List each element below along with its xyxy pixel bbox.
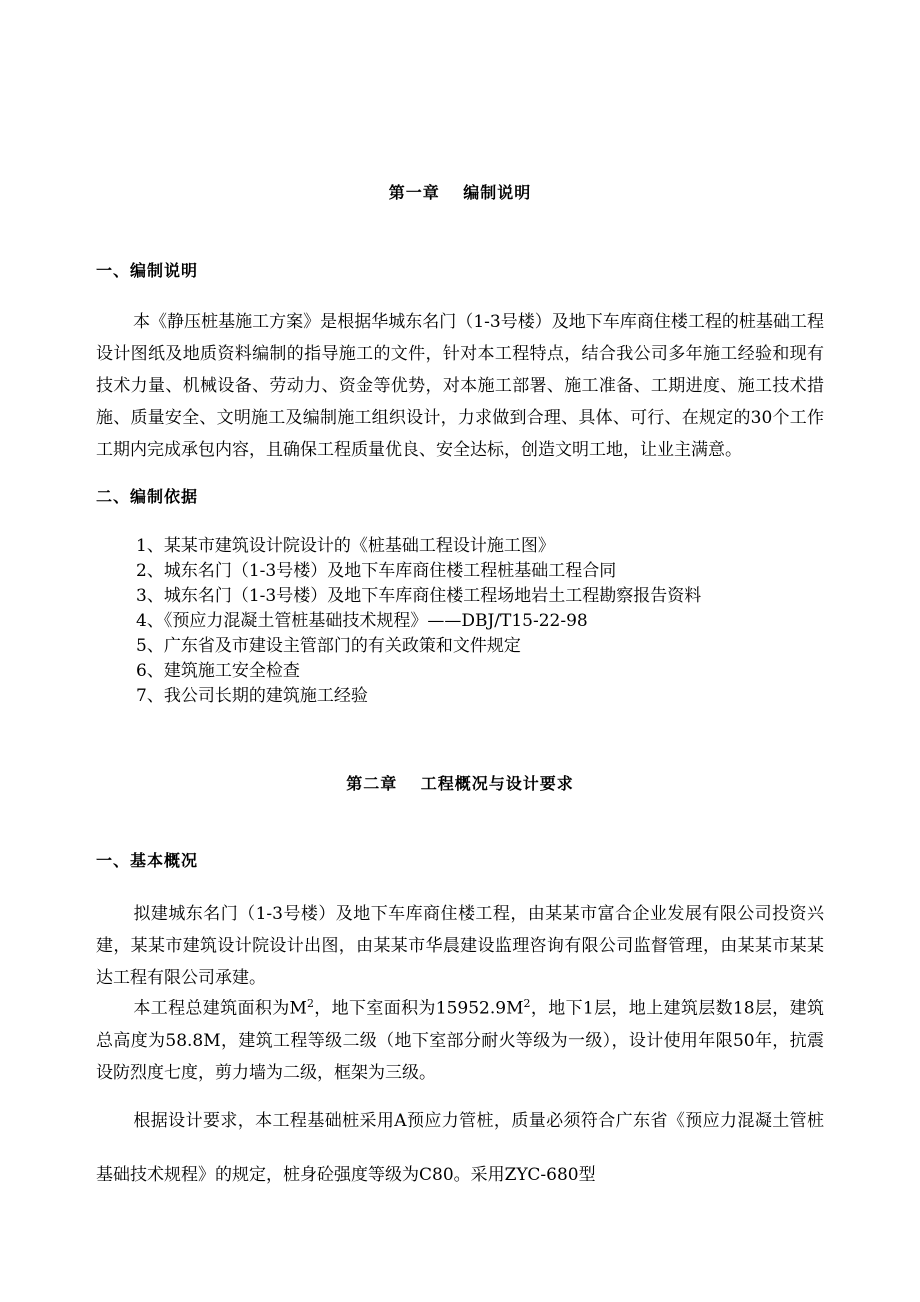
chapter-2-title: 第二章 工程概况与设计要求 [346,774,574,793]
basis-item: 4、《预应力混凝土管桩基础技术规程》——DBJ/T15-22-98 [136,611,588,631]
basis-item: 6、建筑施工安全检查 [136,661,300,681]
compilation-basis-list [136,534,836,709]
basis-item: 3、城东名门（1-3号楼）及地下车库商住楼工程场地岩土工程勘察报告资料 [136,586,702,606]
overview-paragraph-1-text: 拟建城东名门（1-3号楼）及地下车库商住楼工程，由某某市富合企业发展有限公司投资兴建，某某市建筑设计院设计出图，由某某市华晨建设监理咨询有限公司监督管理，由某某市某某达工程有限公司承建。 [96,904,824,988]
overview-paragraph-2 [96,988,824,1089]
compilation-notes-text: 本《静压桩基施工方案》是根据华城东名门（1-3号楼）及地下车库商住楼工程的桩基础工程设计图纸及地质资料编制的指导施工的文件，针对本工程特点，结合我公司多年施工经验和现有技术力量、机械设备、劳动力、资金等优势，对本施工部署、施工准备、工期进度、施工技术措施、质量安全、文明施工及编制施工组织设计，力求做到合理、具体、可行、在规定的30个工作工期内完成承包内容，且确保工程质量优良、安全达标，创造文明工地，让业主满意。 [96,312,824,460]
basis-item: 2、城东名门（1-3号楼）及地下车库商住楼工程桩基础工程合同 [136,561,617,581]
compilation-notes-paragraph [96,306,824,466]
overview-paragraph-3 [96,1094,824,1202]
superscript-2: 2 [523,997,531,1010]
overview-paragraph-2-text-b: ，地下室面积为15952.9M [313,998,524,1019]
basis-item: 7、我公司长期的建筑施工经验 [136,686,368,706]
superscript-2: 2 [306,997,314,1010]
overview-paragraph-2-text-c: ，地下1层，地上建筑层数18层，建筑总高度为58.8M，建筑工程等级二级（地下室部分耐火等级为一级），设计使用年限50年，抗震设防烈度七度，剪力墙为二级，框架为三级。 [96,998,824,1083]
overview-paragraph-2-text-a: 本工程总建筑面积为M [133,998,307,1019]
section-basic-overview-heading: 一、基本概况 [96,851,199,870]
basis-item: 5、广东省及市建设主管部门的有关政策和文件规定 [136,636,521,656]
section-compilation-notes-heading: 一、编制说明 [96,261,199,280]
overview-paragraph-3-text: 根据设计要求，本工程基础桩采用A预应力管桩，质量必须符合广东省《预应力混凝土管桩基础技术规程》的规定，桩身砼强度等级为C80。采用ZYC-680型 [96,1111,824,1185]
basis-item: 1、某某市建筑设计院设计的《桩基础工程设计施工图》 [136,536,555,556]
chapter-1-title: 第一章 编制说明 [388,183,532,202]
overview-paragraph-1 [96,898,824,994]
section-compilation-basis-heading: 二、编制依据 [96,487,199,506]
